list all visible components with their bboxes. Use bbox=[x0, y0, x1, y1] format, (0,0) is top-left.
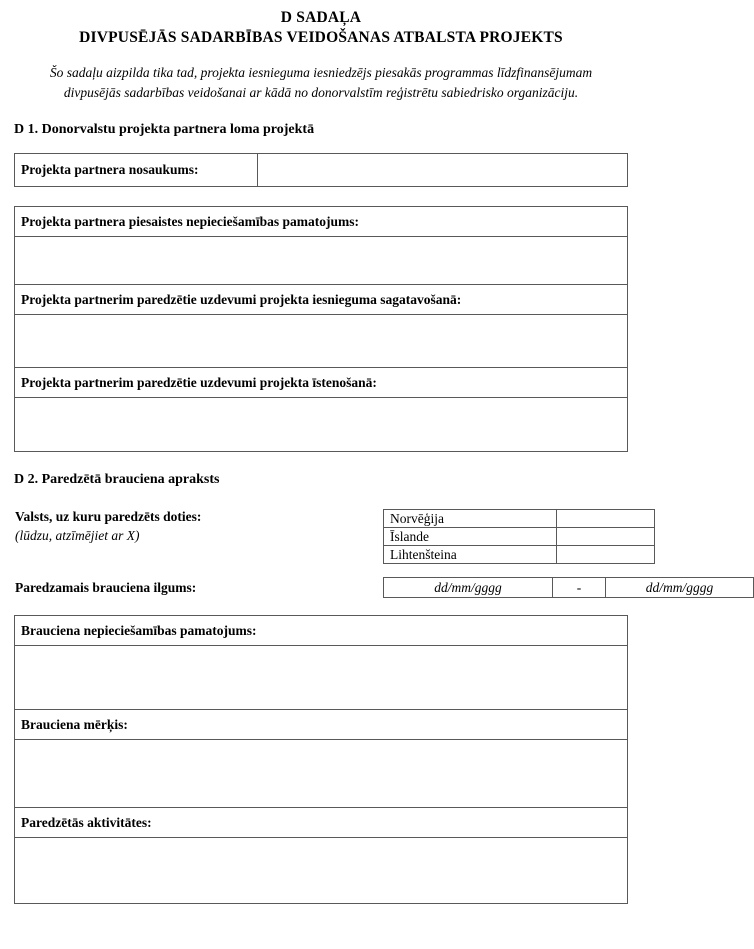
duration-label-block bbox=[14, 578, 383, 597]
form-page bbox=[14, 0, 714, 904]
partner-name-input-cell[interactable] bbox=[258, 154, 628, 187]
d1-block-input-cell[interactable] bbox=[15, 398, 628, 452]
d1-block-label: Projekta partnerim paredzētie uzdevumi projekta īstenošanā: bbox=[15, 368, 628, 398]
table-row bbox=[384, 578, 754, 598]
d1-block-label: Projekta partnera piesaistes nepieciešamības pamatojums: bbox=[15, 207, 628, 237]
table-row bbox=[15, 808, 628, 838]
partner-name-label: Projekta partnera nosaukums: bbox=[15, 154, 258, 187]
intro-paragraph: Šo sadaļu aizpilda tika tad, projekta iesnieguma iesniedzējs piesakās programmas līdzfinansējumam divpusējās sadarbības veidošanai ar kādā no donorvalstīm reģistrētu sabiedrisko organizāciju. bbox=[49, 65, 593, 100]
partner-name-table bbox=[14, 153, 628, 187]
duration-label: Paredzamais brauciena ilgums: bbox=[15, 580, 197, 595]
table-row bbox=[384, 546, 655, 564]
d2-blocks-table bbox=[14, 615, 628, 904]
section-d1-heading: D 1. Donorvalstu projekta partnera loma projektā bbox=[14, 122, 315, 137]
d2-block-label: Brauciena nepieciešamības pamatojums: bbox=[15, 616, 628, 646]
document-title-line2: DIVPUSĒJĀS SADARBĪBAS VEIDOŠANAS ATBALSTA PROJEKTS bbox=[79, 29, 563, 46]
date-separator: - bbox=[553, 578, 606, 598]
d2-block-input-cell[interactable] bbox=[15, 646, 628, 710]
table-row bbox=[384, 528, 655, 546]
table-row bbox=[15, 646, 628, 710]
country-label-block bbox=[14, 507, 383, 545]
country-table bbox=[383, 509, 655, 564]
d1-block-label: Projekta partnerim paredzētie uzdevumi projekta iesnieguma sagatavošanā: bbox=[15, 285, 628, 315]
document-title-line1: D SADAĻA bbox=[280, 9, 362, 26]
table-row bbox=[15, 838, 628, 904]
d1-block-input-cell[interactable] bbox=[15, 315, 628, 368]
d2-block-input-cell[interactable] bbox=[15, 740, 628, 808]
country-label: Valsts, uz kuru paredzēts doties: bbox=[15, 509, 202, 524]
table-row bbox=[15, 710, 628, 740]
d1-blocks-table bbox=[14, 206, 628, 452]
country-note: (lūdzu, atzīmējiet ar X) bbox=[15, 528, 140, 543]
table-row bbox=[15, 368, 628, 398]
d2-block-input-cell[interactable] bbox=[15, 838, 628, 904]
date-range-table bbox=[383, 577, 754, 598]
country-mark-cell[interactable] bbox=[557, 528, 655, 546]
document-title bbox=[14, 8, 628, 48]
d2-block-label: Brauciena mērķis: bbox=[15, 710, 628, 740]
trip-duration-row bbox=[14, 577, 714, 598]
table-row bbox=[15, 207, 628, 237]
section-d2-heading: D 2. Paredzētā brauciena apraksts bbox=[14, 472, 220, 487]
table-row bbox=[384, 510, 655, 528]
country-name: Norvēģija bbox=[384, 510, 557, 528]
table-row bbox=[15, 315, 628, 368]
table-row bbox=[15, 398, 628, 452]
d2-block-label: Paredzētās aktivitātes: bbox=[15, 808, 628, 838]
country-name: Lihtenšteina bbox=[384, 546, 557, 564]
d1-block-input-cell[interactable] bbox=[15, 237, 628, 285]
country-mark-cell[interactable] bbox=[557, 546, 655, 564]
date-to-input-cell[interactable]: dd/mm/gggg bbox=[606, 578, 754, 598]
country-selection-row bbox=[14, 507, 628, 564]
country-name: Īslande bbox=[384, 528, 557, 546]
country-mark-cell[interactable] bbox=[557, 510, 655, 528]
table-row bbox=[15, 154, 628, 187]
table-row bbox=[15, 616, 628, 646]
table-row bbox=[15, 285, 628, 315]
table-row bbox=[15, 237, 628, 285]
table-row bbox=[15, 740, 628, 808]
date-from-input-cell[interactable]: dd/mm/gggg bbox=[384, 578, 553, 598]
